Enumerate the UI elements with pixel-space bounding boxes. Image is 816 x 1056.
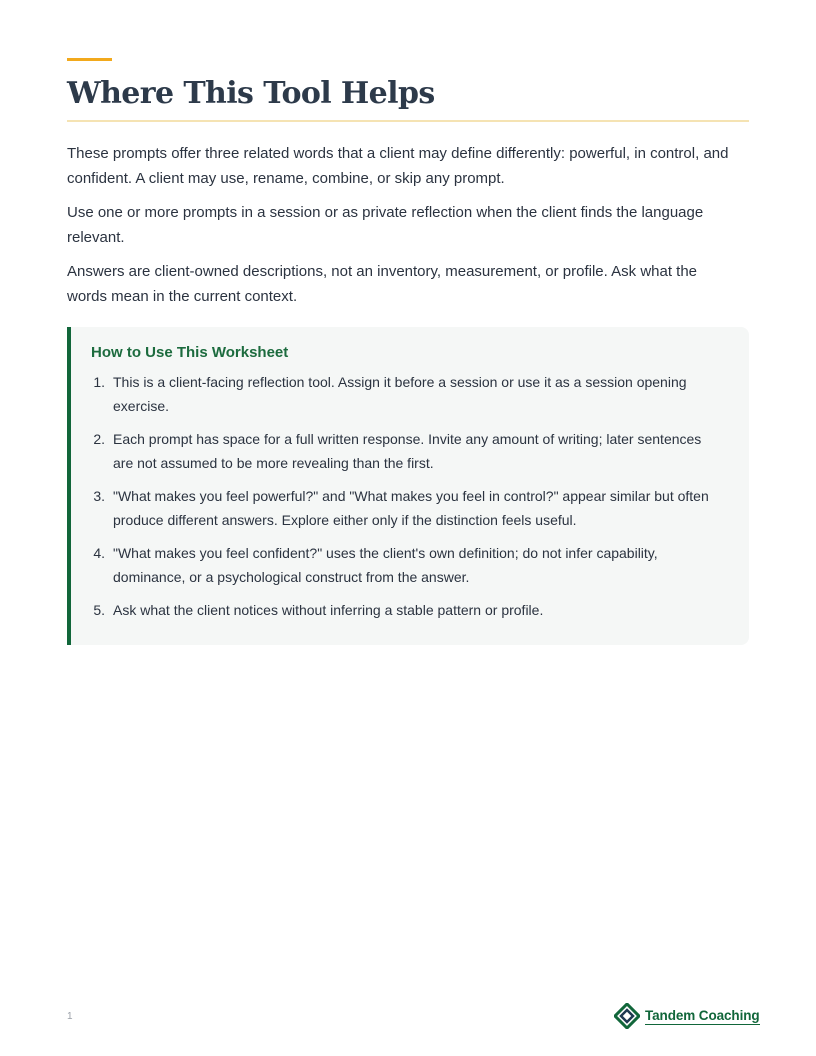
- title-accent-bar: [67, 58, 112, 61]
- intro-paragraph: Answers are client-owned descriptions, not an inventory, measurement, or profile. Ask what the words mean in the current context.: [67, 263, 698, 305]
- page-number: 1: [67, 1011, 73, 1022]
- brand-logo: [614, 1003, 760, 1029]
- instruction-number: 3.: [93, 488, 105, 504]
- instruction-text: This is a client-facing reflection tool. Assign it before a session or use it as a session opening exercise.: [113, 374, 687, 414]
- instruction-item: [91, 542, 721, 589]
- brand-name: Tandem Coaching: [645, 1007, 760, 1023]
- instruction-item: [91, 485, 721, 532]
- instruction-item: [91, 599, 721, 623]
- page-title: Where This Tool Helps: [67, 76, 435, 111]
- instruction-number: 1.: [93, 374, 105, 390]
- instruction-text: Each prompt has space for a full written response. Invite any amount of writing; later sentences are not assumed to be more revealing than the first.: [113, 431, 702, 471]
- instruction-text: "What makes you feel confident?" uses the client's own definition; do not infer capability, dominance, or a psychological construct from the answer.: [113, 545, 658, 585]
- intro-paragraph: Use one or more prompts in a session or as private reflection when the client finds the language relevant.: [67, 204, 704, 246]
- interlocking-diamonds-icon: [614, 1003, 640, 1029]
- title-divider: [67, 120, 749, 122]
- instruction-number: 5.: [93, 602, 105, 618]
- instruction-list: [91, 371, 721, 633]
- intro-section: [67, 141, 737, 318]
- instruction-item: [91, 371, 721, 418]
- instruction-item: [91, 428, 721, 475]
- instruction-text: Ask what the client notices without inferring a stable pattern or profile.: [113, 602, 544, 618]
- intro-paragraph: These prompts offer three related words that a client may define differently: powerful, in control, and confident. A client may use, rename, combine, or skip any prompt.: [67, 145, 729, 187]
- how-to-use-callout: [67, 327, 749, 645]
- instruction-number: 2.: [93, 431, 105, 447]
- callout-title: How to Use This Worksheet: [91, 344, 289, 361]
- instruction-number: 4.: [93, 545, 105, 561]
- instruction-text: "What makes you feel powerful?" and "What makes you feel in control?" appear similar but often produce different answers. Explore either only if the distinction feels useful.: [113, 488, 709, 528]
